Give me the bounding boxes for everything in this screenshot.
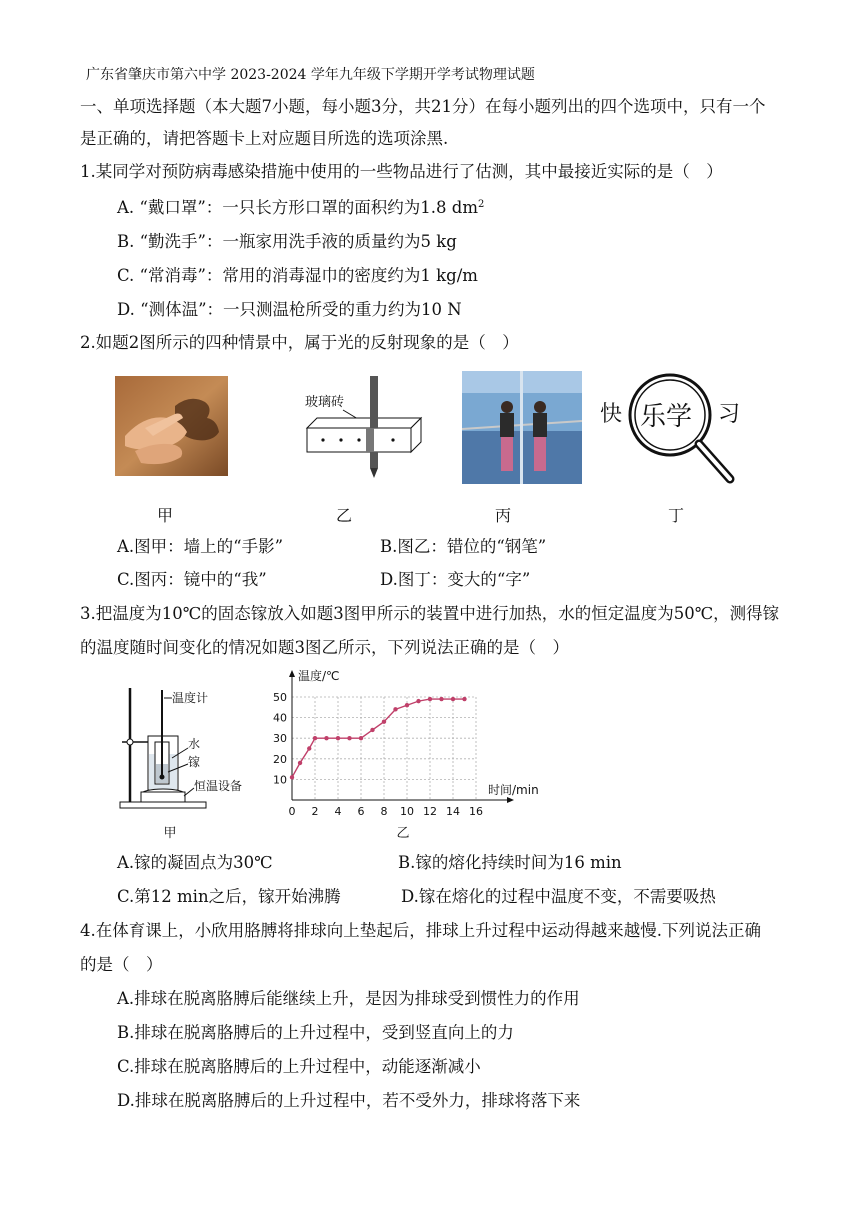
glass-brick-label: 玻璃砖	[305, 395, 345, 410]
mirror-photo	[462, 371, 582, 484]
q3-option-a: A.镓的凝固点为30℃	[117, 853, 273, 872]
hand-shadow-photo	[115, 376, 228, 476]
magnifier-center-chars: 乐学	[640, 402, 693, 432]
chart-data-point	[382, 720, 386, 724]
chart-data-point	[416, 699, 420, 703]
chart-x-axis-arrow	[507, 797, 514, 803]
exam-title: 广东省肇庆市第六中学 2023-2024 学年九年级下学期开学考试物理试题	[86, 67, 535, 83]
chart-data-point	[324, 736, 328, 740]
q1-option-a	[117, 197, 484, 219]
gallium-label: 镓	[188, 755, 201, 769]
chart-data-point	[428, 697, 432, 701]
chart-data-point	[393, 707, 397, 711]
q4-option-a: A.排球在脱离胳膊后能继续上升，是因为排球受到惯性力的作用	[117, 989, 580, 1008]
q1-option-a-text: A. “戴口罩”：一只长方形口罩的面积约为1.8 dm	[117, 198, 478, 217]
chart-data-point	[462, 697, 466, 701]
q4-option-d: D.排球在脱离胳膊后的上升过程中，若不受外力，排球将落下来	[117, 1091, 581, 1110]
thermometer-label: 温度计	[172, 691, 209, 705]
chart-data-point	[359, 736, 363, 740]
chart-series-line	[292, 699, 465, 777]
figure-caption-ding: 丁	[667, 506, 684, 525]
chart-data-point	[290, 775, 294, 779]
q3-option-c: C.第12 min之后，镓开始沸腾	[117, 887, 341, 906]
chart-x-tick-label: 6	[357, 805, 365, 818]
q4-stem-line-2: 的是（ ）	[80, 955, 163, 974]
chart-x-axis-label: 时间/min	[488, 783, 539, 797]
chart-x-tick-label: 16	[469, 805, 483, 818]
q2-stem: 2.如题2图所示的四种情景中，属于光的反射现象的是（ ）	[80, 333, 519, 352]
glass-brick-pen-figure	[303, 372, 423, 482]
thermostat-device-label: 恒温设备	[194, 779, 243, 793]
chart-data-point	[405, 703, 409, 707]
chart-x-tick-label: 0	[288, 805, 296, 818]
section-instruction-line-1: 一、单项选择题（本大题7小题，每小题3分，共21分）在每小题列出的四个选项中，只有一个	[80, 97, 766, 116]
magnifier-figure	[598, 371, 743, 486]
figure-caption-jia: 甲	[156, 506, 173, 525]
q1-option-c: C. “常消毒”：常用的消毒湿巾的密度约为1 kg/m	[117, 266, 478, 285]
chart-y-tick-label: 50	[273, 691, 287, 704]
q1-option-d: D. “测体温”：一只测温枪所受的重力约为10 N	[117, 300, 462, 319]
chart-data-point	[307, 746, 311, 750]
chart-x-tick-label: 14	[446, 805, 460, 818]
chart-data-point	[298, 761, 302, 765]
q3-option-d: D.镓在熔化的过程中温度不变，不需要吸热	[401, 887, 716, 906]
q4-stem-line-1: 4.在体育课上，小欣用胳膊将排球向上垫起后，排球上升过程中运动得越来越慢.下列说法正确	[80, 921, 761, 940]
q4-option-b: B.排球在脱离胳膊后的上升过程中，受到竖直向上的力	[117, 1023, 514, 1042]
temperature-time-chart	[270, 664, 540, 824]
q4-option-c: C.排球在脱离胳膊后的上升过程中，动能逐渐减小	[117, 1057, 481, 1076]
heating-apparatus-figure	[112, 684, 272, 814]
magnifier-left-char: 快	[600, 402, 623, 427]
figure-caption-yi: 乙	[335, 506, 352, 525]
chart-y-tick-label: 10	[273, 773, 287, 787]
q2-option-b: B.图乙：错位的“钢笔”	[380, 537, 547, 556]
chart-x-tick-label: 4	[334, 805, 342, 818]
magnifier-right-char: 习	[718, 402, 741, 427]
water-label: 水	[188, 737, 201, 751]
apparatus-caption-jia: 甲	[163, 826, 177, 841]
figure-caption-bing: 丙	[494, 506, 511, 525]
chart-x-tick-label: 10	[400, 805, 414, 818]
chart-data-point	[370, 728, 374, 732]
q2-option-d: D.图丁：变大的“字”	[380, 570, 531, 589]
q1-stem: 1.某同学对预防病毒感染措施中使用的一些物品进行了估测，其中最接近实际的是（ ）	[80, 162, 723, 181]
chart-data-point	[347, 736, 351, 740]
q2-option-a: A.图甲：墙上的“手影”	[117, 537, 284, 556]
section-instruction-line-2: 是正确的，请把答题卡上对应题目所选的选项涂黑.	[80, 129, 449, 148]
chart-data-point	[451, 697, 455, 701]
q1-option-a-sup: 2	[477, 199, 485, 210]
chart-y-axis-arrow	[289, 670, 295, 677]
chart-x-tick-label: 12	[423, 805, 437, 818]
chart-y-tick-label: 30	[273, 732, 287, 746]
q3-option-b: B.镓的熔化持续时间为16 min	[398, 853, 622, 872]
chart-data-point	[336, 736, 340, 740]
chart-x-tick-label: 8	[380, 805, 388, 818]
q3-stem-line-2: 的温度随时间变化的情况如题3图乙所示，下列说法正确的是（ ）	[80, 638, 569, 657]
chart-data-point	[313, 736, 317, 740]
chart-y-tick-label: 40	[273, 711, 287, 725]
chart-y-tick-label: 20	[273, 752, 287, 766]
q3-stem-line-1: 3.把温度为10℃的固态镓放入如题3图甲所示的装置中进行加热，水的恒定温度为50℃，测得镓	[80, 604, 780, 623]
q2-option-c: C.图丙：镜中的“我”	[117, 570, 267, 589]
chart-caption-yi: 乙	[396, 826, 410, 841]
q1-option-b: B. “勤洗手”：一瓶家用洗手液的质量约为5 kg	[117, 232, 457, 251]
chart-y-axis-label: 温度/℃	[298, 669, 340, 683]
chart-data-point	[439, 697, 443, 701]
chart-x-tick-label: 2	[311, 805, 319, 818]
